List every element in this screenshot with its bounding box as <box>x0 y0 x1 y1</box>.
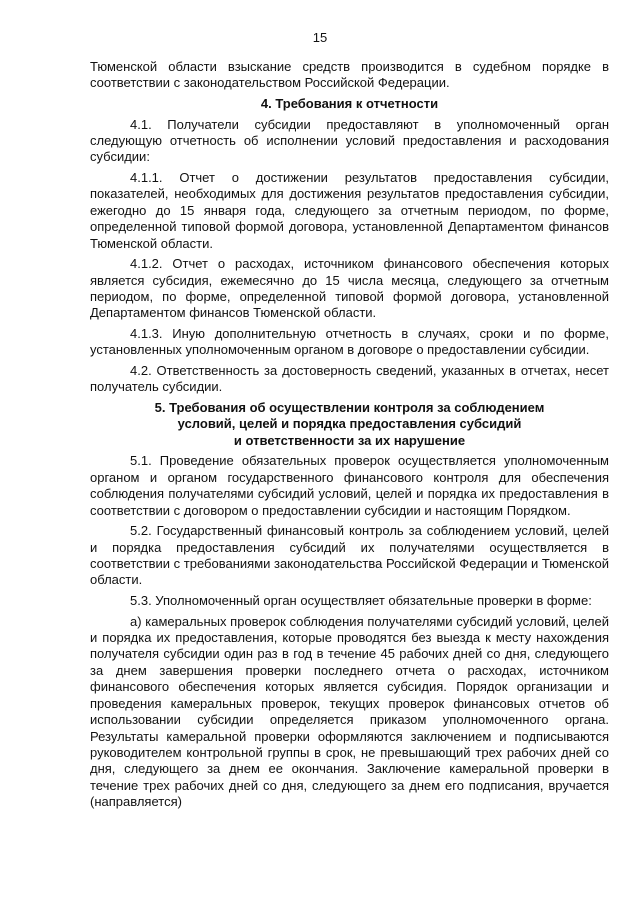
paragraph-4-1: 4.1. Получатели субсидии предоставляют в уполномоченный орган следующую отчетность об исполнении условий предоставления и расходования субсидии: <box>90 116 609 165</box>
continuation-paragraph: Тюменской области взыскание средств производится в судебном порядке в соответствии с законодательством Российской Федерации. <box>90 59 609 91</box>
section-5-heading-line: 5. Требования об осуществлении контроля за соблюдением <box>154 400 545 416</box>
section-5-heading-line: условий, целей и порядка предоставления субсидий <box>177 416 522 432</box>
paragraph-5-1: 5.1. Проведение обязательных проверок осуществляется уполномоченным органом и органом государственного финансового контроля для обеспечения соблюдения получателями субсидий условий, целей и порядка их предоставления в соответствии с договором о предоставлении субсидии и настоящим Порядком. <box>90 453 609 518</box>
paragraph-4-2: 4.2. Ответственность за достоверность сведений, указанных в отчетах, несет получатель субсидии. <box>90 363 609 395</box>
paragraph-4-1-2: 4.1.2. Отчет о расходах, источником финансового обеспечения которых является субсидия, ежемесячно до 15 числа месяца, следующего за отчетным периодом, по форме, определенной типовой формой договора, установленной Департаментом финансов Тюменской области. <box>90 256 609 321</box>
section-5-heading-line: и ответственности за их нарушение <box>233 432 466 448</box>
paragraph-4-1-1: 4.1.1. Отчет о достижении результатов предоставления субсидии, показателей, необходимых для достижения результатов предоставления субсидии, ежегодно до 15 января года, следующего за отчетным периодом, по форме, определенной типовой формой договора, установленной Департаментом финансов Тюменской области. <box>90 170 609 251</box>
page-number: 15 <box>312 30 328 45</box>
paragraph-5-2: 5.2. Государственный финансовый контроль за соблюдением условий, целей и порядка предоставления субсидий их получателями осуществляется в соответствии с требованиями законодательства Российской Федерации и Тюменской области. <box>90 523 609 588</box>
document-body <box>90 59 609 815</box>
paragraph-5-3: 5.3. Уполномоченный орган осуществляет обязательные проверки в форме: <box>130 593 592 609</box>
paragraph-5-3-a: а) камеральных проверок соблюдения получателями субсидий условий, целей и порядка их предоставления, которые проводятся без выезда к месту нахождения получателя субсидии один раз в год в течение 45 рабочих дней со дня, следующего за днем завершения проверки последнего отчета о расходах, источником финансового обеспечения которых является субсидия. Порядок организации и проведения камеральных проверок, текущих проверок финансовых отчетов об использовании субсидии определяется приказом уполномоченного органа. Результаты камеральной проверки оформляются заключением и подписываются руководителем контрольной группы в срок, не превышающий трех рабочих дней со дня, следующего за днем ее окончания. Заключение камеральной проверки в течение трех рабочих дней со дня, следующего за днем его подписания, вручается (направляется) <box>90 613 609 810</box>
section-4-heading: 4. Требования к отчетности <box>260 96 439 111</box>
paragraph-4-1-3: 4.1.3. Иную дополнительную отчетность в случаях, сроки и по форме, установленных уполномоченным органом в договоре о предоставлении субсидии. <box>90 326 609 358</box>
section-5-heading <box>90 400 609 449</box>
